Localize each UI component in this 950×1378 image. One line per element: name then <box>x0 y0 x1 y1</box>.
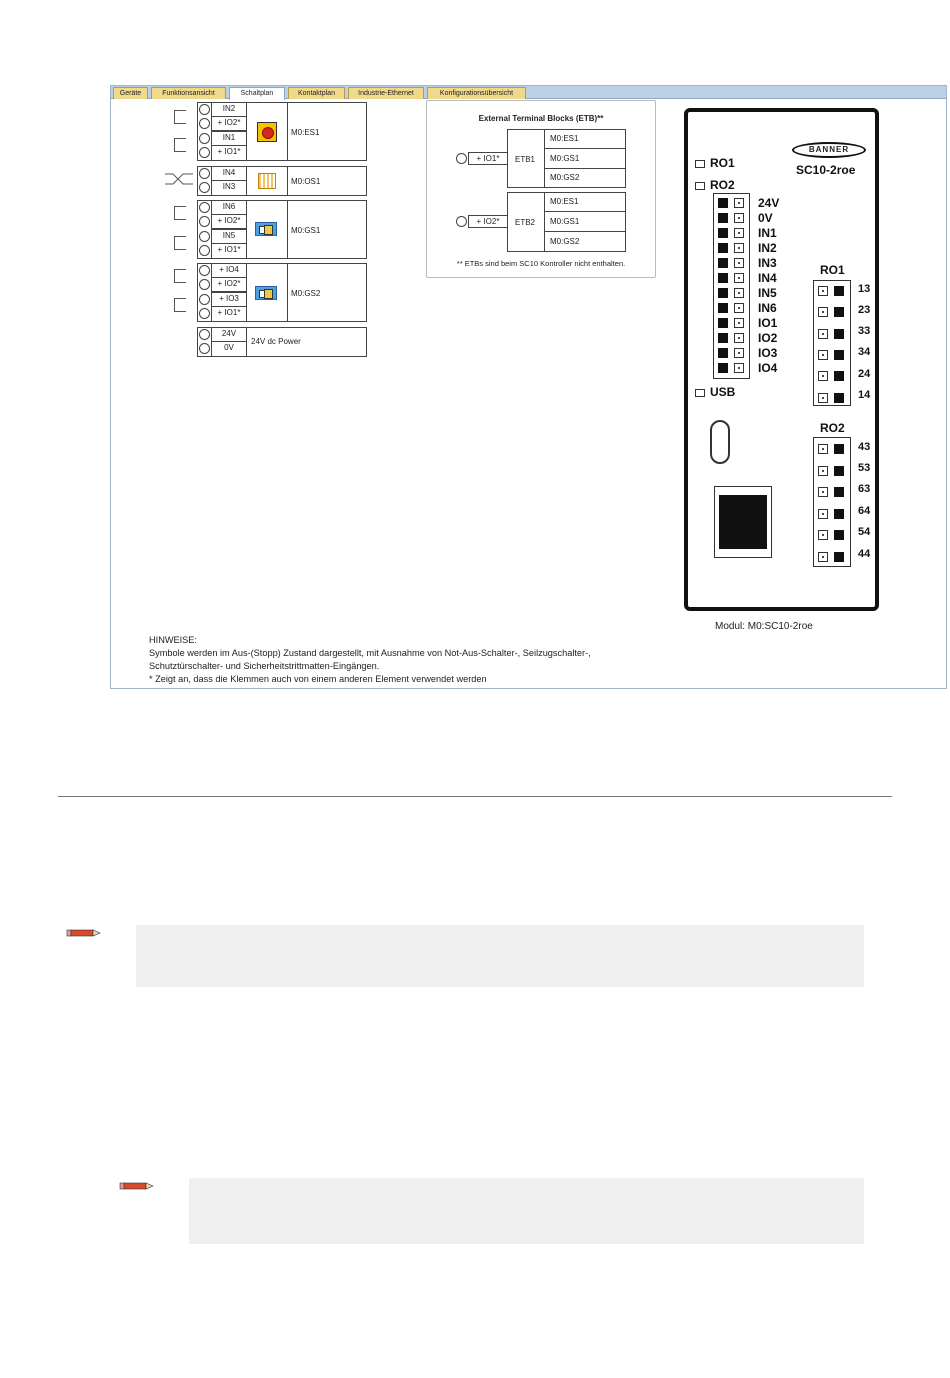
terminal-square <box>718 288 728 298</box>
switch-symbol <box>174 206 186 220</box>
led-label: RO2 <box>710 178 735 192</box>
terminal-square <box>834 487 844 497</box>
terminal-dot <box>734 363 744 373</box>
brand-logo: BANNER <box>792 142 866 158</box>
tab-funktionsansicht[interactable]: Funktionsansicht <box>151 87 226 99</box>
led-indicator <box>695 182 705 190</box>
etb-row: M0:ES1 <box>544 192 626 212</box>
terminal-circle <box>199 294 210 305</box>
terminal-circle <box>199 265 210 276</box>
optical-sensor-symbol <box>163 166 195 192</box>
etb-title: External Terminal Blocks (ETB)** <box>478 114 604 123</box>
terminal-dot <box>734 348 744 358</box>
terminal-square <box>834 350 844 360</box>
pin-number: 54 <box>858 526 871 538</box>
pin-number: 33 <box>858 325 871 337</box>
etb-panel <box>426 100 656 278</box>
terminal-label: + IO1* <box>468 152 508 165</box>
etb-row: M0:GS1 <box>544 211 626 232</box>
terminal-square <box>718 273 728 283</box>
led-indicator <box>695 160 705 168</box>
tab-schaltplan[interactable]: Schaltplan <box>229 87 285 100</box>
terminal-circle <box>199 329 210 340</box>
controller-module <box>684 108 879 611</box>
tab-industrie-ethernet[interactable]: Industrie-Ethernet <box>348 87 424 99</box>
terminal-circle <box>199 104 210 115</box>
pin-number: 64 <box>858 505 871 517</box>
terminal-circle <box>199 216 210 227</box>
terminal-dot <box>818 487 828 497</box>
gate-switch-icon <box>255 222 277 236</box>
block-name: M0:GS2 <box>291 289 321 298</box>
terminal-dot <box>734 198 744 208</box>
terminal-dot <box>734 303 744 313</box>
section-divider <box>58 796 892 797</box>
terminal-dot <box>734 288 744 298</box>
terminal-name: IN3 <box>758 256 777 270</box>
terminal-square <box>834 509 844 519</box>
gate-switch-icon <box>255 286 277 300</box>
etb-name: ETB2 <box>515 218 536 227</box>
terminal-circle <box>456 153 467 164</box>
terminal-name: IO3 <box>758 346 778 360</box>
terminal-label: IN4 <box>211 166 247 181</box>
notes-line: Symbole werden im Aus-(Stopp) Zustand dargestellt, mit Ausnahme von Not-Aus-Schalter-, Seilzugschalter-, <box>149 648 591 658</box>
terminal-circle <box>199 245 210 256</box>
terminal-label: + IO4 <box>211 263 247 278</box>
pin-number: 14 <box>858 389 871 401</box>
terminal-circle <box>199 133 210 144</box>
terminal-label: + IO3 <box>211 292 247 307</box>
etb-row: M0:ES1 <box>544 129 626 149</box>
pin-number: 23 <box>858 304 871 316</box>
terminal-name: 0V <box>758 211 773 225</box>
terminal-square <box>834 552 844 562</box>
usb-label: USB <box>710 385 736 399</box>
terminal-square <box>718 243 728 253</box>
terminal-circle <box>199 343 210 354</box>
tab-geraete[interactable]: Geräte <box>113 87 148 99</box>
terminal-name: IN1 <box>758 226 777 240</box>
terminal-name: IN5 <box>758 286 777 300</box>
etb-row: M0:GS1 <box>544 148 626 169</box>
terminal-dot <box>734 228 744 238</box>
terminal-dot <box>734 258 744 268</box>
pin-number: 34 <box>858 346 871 358</box>
pin-number: 53 <box>858 462 871 474</box>
terminal-square <box>718 228 728 238</box>
terminal-dot <box>818 371 828 381</box>
terminal-label: IN2 <box>211 102 247 117</box>
terminal-dot <box>818 393 828 403</box>
etb-row: M0:GS2 <box>544 231 626 252</box>
terminal-square <box>718 303 728 313</box>
terminal-label: + IO1* <box>211 145 247 161</box>
block-name: M0:OS1 <box>291 177 321 186</box>
block-name: M0:GS1 <box>291 226 321 235</box>
terminal-square <box>718 363 728 373</box>
block-name: M0:ES1 <box>291 128 320 137</box>
terminal-name: IN6 <box>758 301 777 315</box>
terminal-label: IN1 <box>211 131 247 146</box>
terminal-square <box>834 286 844 296</box>
note-box <box>189 1178 864 1244</box>
terminal-circle <box>199 202 210 213</box>
notes-line: Schutztürschalter- und Sicherheitstrittmatten-Eingängen. <box>149 661 380 671</box>
module-caption: Modul: M0:SC10-2roe <box>715 621 813 632</box>
terminal-label: + IO2* <box>211 214 247 229</box>
terminal-name: IO4 <box>758 361 778 375</box>
terminal-label: IN5 <box>211 229 247 244</box>
tab-bar <box>111 86 946 99</box>
terminal-name: 24V <box>758 196 780 210</box>
terminal-square <box>718 333 728 343</box>
terminal-circle <box>199 147 210 158</box>
etb-row: M0:GS2 <box>544 168 626 188</box>
led-label: RO1 <box>710 156 735 170</box>
terminal-label: 24V <box>211 327 247 342</box>
pencil-note-icon <box>66 928 102 938</box>
schaltplan-frame <box>110 85 947 689</box>
terminal-dot <box>818 286 828 296</box>
led-indicator <box>695 389 705 397</box>
terminal-label: + IO1* <box>211 243 247 259</box>
terminal-label: IN6 <box>211 200 247 215</box>
pin-number: 24 <box>858 368 871 380</box>
emergency-stop-icon <box>257 122 277 142</box>
terminal-name: IN4 <box>758 271 777 285</box>
terminal-name: IN2 <box>758 241 777 255</box>
relay-group-label: RO1 <box>820 263 845 277</box>
notes-heading: HINWEISE: <box>149 635 197 645</box>
terminal-square <box>834 393 844 403</box>
terminal-dot <box>818 329 828 339</box>
tab-kontaktplan[interactable]: Kontaktplan <box>288 87 345 99</box>
terminal-square <box>834 444 844 454</box>
terminal-dot <box>734 333 744 343</box>
terminal-dot <box>818 444 828 454</box>
terminal-dot <box>818 552 828 562</box>
ethernet-port-icon <box>714 486 772 558</box>
note-box <box>136 925 864 987</box>
terminal-label: + IO2* <box>468 215 508 228</box>
terminal-square <box>834 307 844 317</box>
terminal-square <box>718 213 728 223</box>
pin-number: 63 <box>858 483 871 495</box>
terminal-square <box>718 318 728 328</box>
terminal-circle <box>199 182 210 193</box>
block-name: 24V dc Power <box>251 337 301 346</box>
terminal-circle <box>199 118 210 129</box>
optical-sensor-icon <box>258 173 276 189</box>
terminal-dot <box>818 509 828 519</box>
terminal-square <box>718 348 728 358</box>
terminal-square <box>834 329 844 339</box>
terminal-circle <box>199 168 210 179</box>
terminal-circle <box>199 279 210 290</box>
terminal-label: + IO2* <box>211 116 247 131</box>
terminal-label: 0V <box>211 341 247 357</box>
terminal-dot <box>818 466 828 476</box>
etb-name: ETB1 <box>515 155 536 164</box>
tab-konfigurationsuebersicht[interactable]: Konfigurationsübersicht <box>427 87 526 99</box>
switch-symbol <box>174 236 186 250</box>
relay-group-label: RO2 <box>820 421 845 435</box>
terminal-square <box>718 198 728 208</box>
etb-footnote: ** ETBs sind beim SC10 Kontroller nicht enthalten. <box>456 259 626 268</box>
terminal-dot <box>734 243 744 253</box>
pin-number: 43 <box>858 441 871 453</box>
terminal-dot <box>734 318 744 328</box>
terminal-name: IO2 <box>758 331 778 345</box>
model-label: SC10-2roe <box>796 163 856 177</box>
terminal-circle <box>199 231 210 242</box>
terminal-name: IO1 <box>758 316 778 330</box>
terminal-label: + IO2* <box>211 277 247 292</box>
terminal-strip-ro2 <box>813 437 851 567</box>
terminal-dot <box>734 213 744 223</box>
usb-port-icon <box>710 420 730 464</box>
switch-symbol <box>174 298 186 312</box>
pin-number: 13 <box>858 283 871 295</box>
terminal-square <box>834 466 844 476</box>
switch-symbol <box>174 138 186 152</box>
terminal-square <box>834 371 844 381</box>
terminal-circle <box>199 308 210 319</box>
terminal-dot <box>734 273 744 283</box>
terminal-circle <box>456 216 467 227</box>
notes <box>149 634 591 686</box>
terminal-strip-ro1 <box>813 280 851 406</box>
terminal-label: + IO1* <box>211 306 247 322</box>
pin-number: 44 <box>858 548 871 560</box>
terminal-dot <box>818 530 828 540</box>
switch-symbol <box>174 110 186 124</box>
pencil-note-icon <box>119 1181 155 1191</box>
switch-symbol <box>174 269 186 283</box>
terminal-square <box>718 258 728 268</box>
terminal-square <box>834 530 844 540</box>
terminal-dot <box>818 307 828 317</box>
terminal-label: IN3 <box>211 180 247 196</box>
notes-line: * Zeigt an, dass die Klemmen auch von einem anderen Element verwendet werden <box>149 674 487 684</box>
terminal-dot <box>818 350 828 360</box>
